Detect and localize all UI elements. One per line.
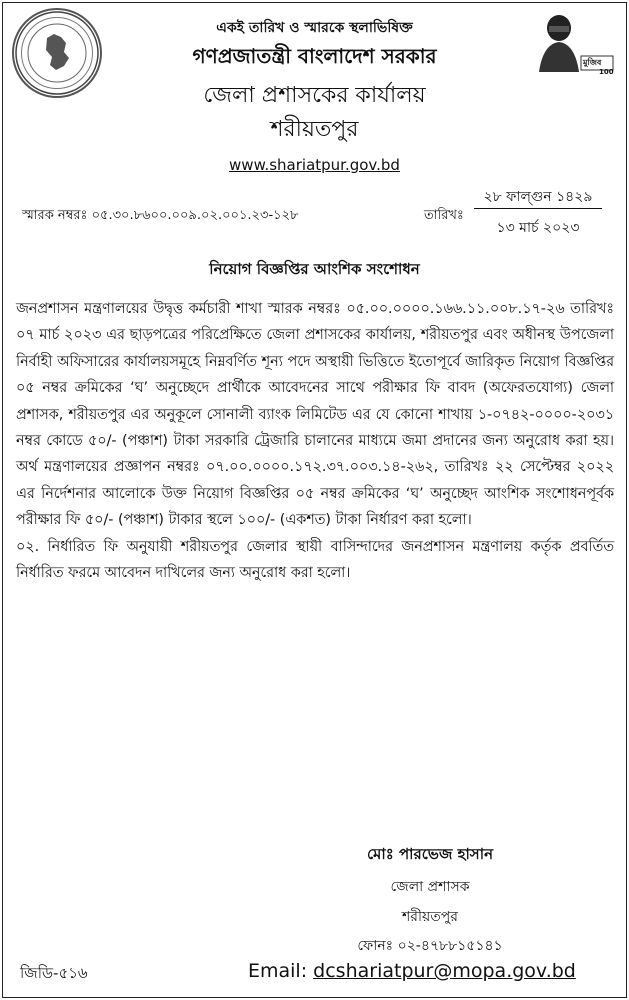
government-title: গণপ্রজাতন্ত্রী বাংলাদেশ সরকার <box>192 44 437 68</box>
date-label: তারিখঃ <box>424 208 464 223</box>
memo-label: স্মারক নম্বরঃ <box>22 208 88 223</box>
portrait-badge-number: 100 <box>599 68 614 76</box>
signatory-designation: জেলা প্রশাসক <box>390 879 470 895</box>
signatory-phone: ফোনঃ ০২-৪৭৮৮১৫১৪১ <box>357 938 503 954</box>
date-gregorian: ১৩ মার্চ ২০২৩ <box>496 220 580 236</box>
body-paragraph-1: জনপ্রশাসন মন্ত্রণালয়ের উদ্বৃত্ত কর্মচারী শাখা স্মারক নম্বরঃ ০৫.০০.০০০০.১৬৬.১১.০০৮.১৭-২৬ তারিখঃ ০৭ মার্চ ২০২৩ এর ছাড়পত্রের পরিপ্রেক্ষিতে জেলা প্রশাসকের কার্যালয়, শরীয়তপুর এবং অধীনস্থ উপজেলা নির্বাহী অফিসারের কার্যালয়সমূহে নিম্নবর্ণিত শূন্য পদে অস্থায়ী ভিত্তিতে ইতোপূর্বে জারিকৃত নিয়োগ বিজ্ঞপ্তির ০৫ নম্বর ক্রমিকের ‘ঘ’ অনুচ্ছেদে প্রার্থীকে আবেদনের সাথে পরীক্ষার ফি বাবদ (অফেরতযোগ্য) জেলা প্রশাসক, শরীয়তপুর এর অনুকূলে সোনালী ব্যাংক লিমিটেড এর যে কোনো শাখায় ১-০৭৪২-০০০০-২০৩১ নম্বর কোডে ৫০/- (পঞ্চাশ) টাকা সরকারি ট্রেজারি চালানের মাধ্যমে জমা প্রদানের জন্য অনুরোধ করা হয়। অর্থ মন্ত্রণালয়ের প্রজ্ঞাপন নম্বরঃ ০৭.০০.০০০০.১৭২.৩৭.০০৩.১৪-২৬২, তারিখঃ ২২ সেপ্টেম্বর ২০২২ এর নির্দেশনার আলোকে উক্ত নিয়োগ বিজ্ঞপ্তির ০৫ নম্বর ক্রমিকের ‘ঘ’ অনুচ্ছেদ আংশিক সংশোধনপূর্বক পরীক্ষার ফি ৫০/- (পঞ্চাশ) টাকার স্থলে ১০০/- (একশত) টাকা নির্ধারণ করা হলো। <box>16 301 614 529</box>
supersede-note: একই তারিখ ও স্মারকে স্থলাভিষিক্ত <box>216 20 413 36</box>
memo-reference <box>22 206 298 227</box>
website-link[interactable]: www.shariatpur.gov.bd <box>229 156 400 174</box>
email-label: Email: <box>248 960 308 982</box>
signatory-name: মোঃ পারভেজ হাসান <box>366 845 494 863</box>
gd-number: জিডি-৫১৬ <box>20 964 88 982</box>
notice-body <box>16 296 614 586</box>
contact-email <box>248 960 576 982</box>
signatory-district: শরীয়তপুর <box>402 909 458 925</box>
date-bengali-calendar: ২৮ ফাল্গুন ১৪২৯ <box>483 189 593 205</box>
memo-number: ০৫.৩০.৮৬০০.০০৯.০২.০০১.২৩-১২৮ <box>91 208 299 223</box>
email-link[interactable]: dcshariatpur@mopa.gov.bd <box>313 960 576 982</box>
district-title: শরীয়তপুর <box>270 117 359 142</box>
date-divider <box>474 208 602 209</box>
notice-subject: নিয়োগ বিজ্ঞপ্তির আংশিক সংশোধন <box>209 260 420 278</box>
body-paragraph-2: ০২. নির্ধারিত ফি অনুযায়ী শরীয়তপুর জেলার স্থায়ী বাসিন্দাদের জনপ্রশাসন মন্ত্রণালয় কর্তৃক প্রবর্তিত নির্ধারিত ফরমে আবেদন দাখিলের জন্য অনুরোধ করা হলো। <box>16 538 614 582</box>
portrait-badge-text: মুজিব <box>583 58 602 67</box>
office-title: জেলা প্রশাসকের কার্যালয় <box>203 83 426 108</box>
